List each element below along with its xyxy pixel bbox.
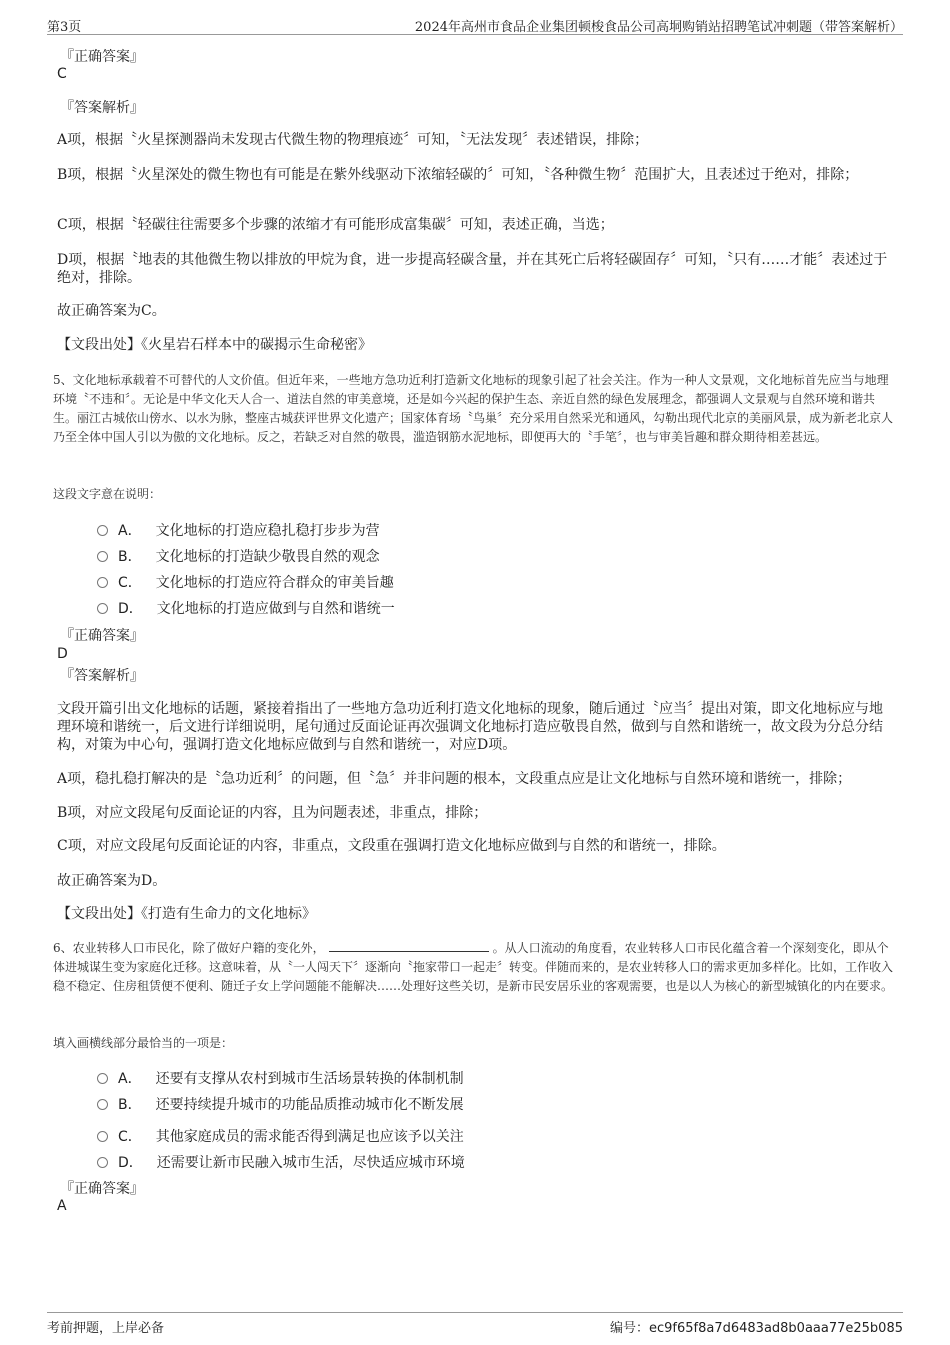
- q5-analysis-c: C项，对应文段尾句反面论证的内容，非重点，文段重在强调打造文化地标应做到与自然的和谐统一，排除。: [57, 838, 726, 854]
- q6-option-b[interactable]: B． 还要持续提升城市的功能品质推动城市化不断发展: [97, 1094, 464, 1114]
- radio-icon[interactable]: [97, 1157, 108, 1168]
- q5-answer: D: [57, 646, 68, 662]
- q5-analysis-main: 文段开篇引出文化地标的话题，紧接着指出了一些地方急功近利打造文化地标的现象，随后通过〝应当〞提出对策，即文化地标应与地理环境和谐统一，后文进行详细说明，尾句通过反面论证再次强调文化地标打造应敬畏自然，做到与自然和谐统一，故文段为分总分结构，对策为中心句，强调打造文化地标应做到与自然和谐统一，对应D项。: [57, 701, 883, 753]
- q4-conclusion: 故正确答案为C。: [57, 303, 166, 319]
- radio-icon[interactable]: [97, 525, 108, 536]
- document-code: ec9f65f8a7d6483ad8b0aaa77e25b085: [648, 1321, 903, 1336]
- q4-source: 【文段出处】《火星岩石样本中的碳揭示生命秘密》: [57, 337, 372, 353]
- q6-answer: A: [57, 1198, 67, 1214]
- q4-answer: C: [57, 66, 67, 82]
- q6-passage: 6、农业转移人口市民化，除了做好户籍的变化外， 。从人口流动的角度看，农业转移人口市民化蕴含着一个深刻变化，即从个体进城谋生变为家庭化迁移。这意味着，从〝一人闯天下〞逐渐向〝拖家带口一起走〞转变。伴随而来的，是农业转移人口的需求更加多样化。比如，工作收入稳不稳定、住房租赁便不便利、随迁子女上学问题能不能解决……处理好这些关切，是新市民安居乐业的客观需要，也是以人为核心的新型城镇化的内在要求。: [53, 941, 894, 993]
- radio-icon[interactable]: [97, 577, 108, 588]
- q6-answer-label: 『正确答案』: [60, 1181, 144, 1197]
- q5-answer-label: 『正确答案』: [60, 628, 144, 644]
- q6-option-c[interactable]: C． 其他家庭成员的需求能否得到满足也应该予以关注: [97, 1126, 464, 1146]
- radio-icon[interactable]: [97, 551, 108, 562]
- q5-source: 【文段出处】《打造有生命力的文化地标》: [57, 906, 316, 922]
- q4-answer-label: 『正确答案』: [60, 49, 144, 65]
- page-number: 第3页: [47, 20, 82, 35]
- q5-conclusion: 故正确答案为D。: [57, 873, 167, 889]
- page-header: [47, 14, 903, 35]
- q6-option-d[interactable]: D． 还需要让新市民融入城市生活，尽快适应城市环境: [97, 1152, 465, 1172]
- document-title: 2024年高州市食品企业集团顿梭食品公司高垌购销站招聘笔试冲刺题（带答案解析）: [414, 20, 903, 35]
- fill-blank: [329, 939, 489, 952]
- q4-analysis-a: A项，根据〝火星探测器尚未发现古代微生物的物理痕迹〞可知，〝无法发现〞表述错误，排除；: [57, 132, 649, 148]
- q4-analysis-label: 『答案解析』: [60, 100, 144, 116]
- q5-analysis-b: B项，对应文段尾句反面论证的内容，且为问题表述，非重点，排除；: [57, 805, 488, 821]
- footer-slogan: 考前押题，上岸必备: [47, 1321, 165, 1336]
- q5-analysis-label: 『答案解析』: [60, 668, 144, 684]
- radio-icon[interactable]: [97, 603, 108, 614]
- q4-analysis-c: C项，根据〝轻碳往往需要多个步骤的浓缩才有可能形成富集碳〞可知，表述正确，当选；: [57, 217, 614, 233]
- radio-icon[interactable]: [97, 1131, 108, 1142]
- radio-icon[interactable]: [97, 1073, 108, 1084]
- q6-question: 填入画横线部分最恰当的一项是：: [53, 1036, 234, 1050]
- q4-analysis-b: B项，根据〝火星深处的微生物也有可能是在紫外线驱动下浓缩轻碳的〞可知，〝各种微生物〞范围扩大，且表述过于绝对，排除；: [57, 167, 859, 183]
- page-footer: [47, 1312, 903, 1339]
- q6-option-a[interactable]: A． 还要有支撑从农村到城市生活场景转换的体制机制: [97, 1068, 464, 1088]
- q4-analysis-d: D项，根据〝地表的其他微生物以排放的甲烷为食，进一步提高轻碳含量，并在其死亡后将轻碳固存〞可知，〝只有……才能〞表述过于绝对，排除。: [57, 252, 888, 286]
- q5-option-b[interactable]: B． 文化地标的打造缺少敬畏自然的观念: [97, 546, 380, 566]
- radio-icon[interactable]: [97, 1099, 108, 1110]
- q5-analysis-a: A项，稳扎稳打解决的是〝急功近利〞的问题，但〝急〞并非问题的根本，文段重点应是让文化地标与自然环境和谐统一，排除；: [57, 771, 852, 787]
- q5-option-a[interactable]: A． 文化地标的打造应稳扎稳打步步为营: [97, 520, 380, 540]
- q5-option-c[interactable]: C． 文化地标的打造应符合群众的审美旨趣: [97, 572, 394, 592]
- q5-option-d[interactable]: D． 文化地标的打造应做到与自然和谐统一: [97, 598, 395, 618]
- q5-passage: 5、文化地标承载着不可替代的人文价值。但近年来，一些地方急功近利打造新文化地标的现象引起了社会关注。作为一种人文景观，文化地标首先应当与地理环境〝不违和〞。无论是中华文化天人合一、道法自然的审美意境，还是如今兴起的保护生态、亲近自然的绿色发展理念，都强调人文景观与自然环境和谐共生。丽江古城依山傍水、以水为脉，整座古城获评世界文化遗产；国家体育场〝鸟巢〞充分采用自然采光和通风，勾勒出现代北京的美丽风景，成为新老北京人乃至全体中国人引以为傲的文化地标。反之，若缺乏对自然的敬畏，滥造钢筋水泥地标，即便再大的〝手笔〞，也与审美旨趣和群众期待相差甚远。: [53, 373, 894, 444]
- footer-code: 编号：ec9f65f8a7d6483ad8b0aaa77e25b085: [609, 1321, 903, 1336]
- q5-question: 这段文字意在说明：: [53, 487, 162, 501]
